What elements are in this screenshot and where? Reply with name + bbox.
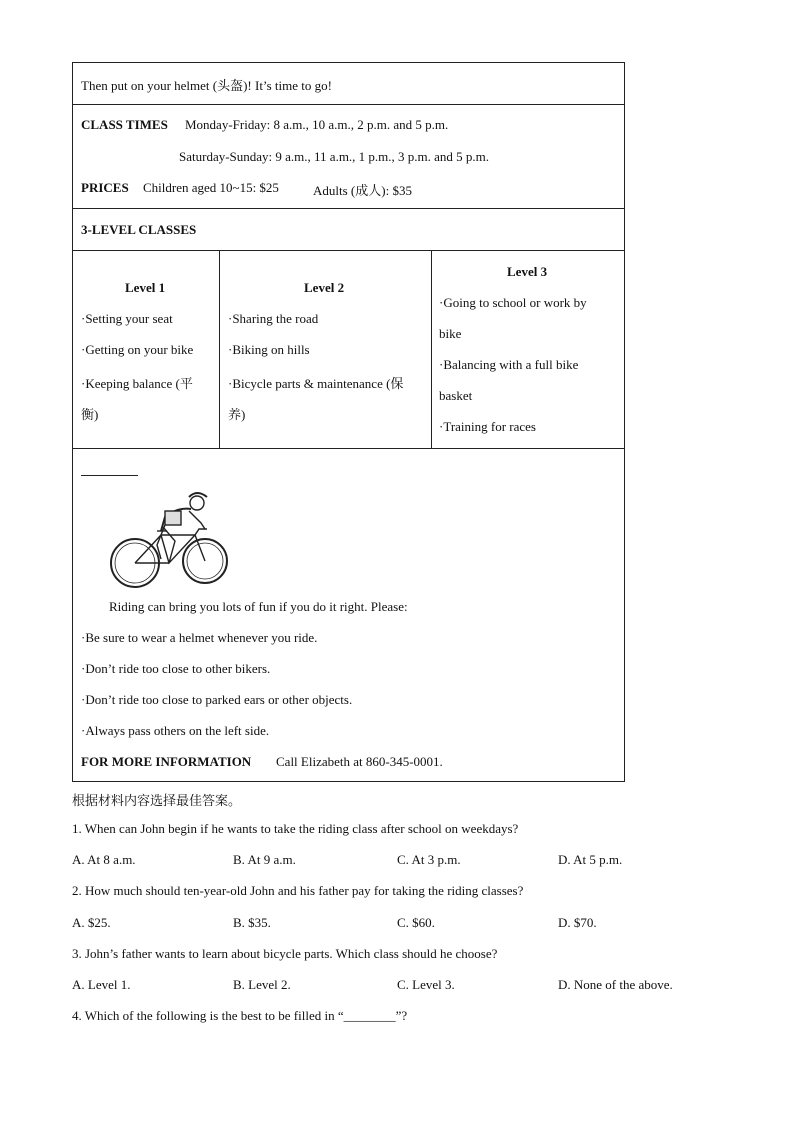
tip-item: ·Don’t ride too close to other bikers.: [81, 661, 271, 676]
tip-item: ·Always pass others on the left side.: [81, 723, 270, 738]
question-1-option-b: B. At 9 a.m.: [233, 852, 296, 867]
schedule-cell: [72, 104, 625, 209]
question-2-option-c: C. $60.: [397, 915, 435, 930]
levels-header: 3-LEVEL CLASSES: [81, 222, 197, 237]
children-price: Children aged 10~15: $25: [143, 180, 279, 195]
level-2-item: ·Biking on hills: [228, 342, 310, 357]
level-2-item: ·Bicycle parts & maintenance (保: [228, 376, 404, 391]
levels-table: [72, 250, 625, 449]
level-1-item: ·Keeping balance (平: [81, 376, 193, 391]
level-1-item: 衡): [81, 407, 99, 422]
question-1-option-a: A. At 8 a.m.: [72, 852, 136, 867]
question-2-option-d: D. $70.: [558, 915, 597, 930]
tip-item: ·Don’t ride too close to parked ears or other objects.: [81, 692, 353, 707]
level-2-title: Level 2: [304, 280, 345, 295]
level-1-item: ·Getting on your bike: [81, 342, 194, 357]
title-blank: [81, 475, 138, 476]
question-3-option-b: B. Level 2.: [233, 977, 291, 992]
column-divider: [219, 251, 220, 448]
weekday-times: Monday-Friday: 8 a.m., 10 a.m., 2 p.m. and 5 p.m.: [185, 117, 449, 132]
more-info-label: FOR MORE INFORMATION: [81, 754, 252, 769]
weekend-times: Saturday-Sunday: 9 a.m., 11 a.m., 1 p.m., 3 p.m. and 5 p.m.: [179, 149, 490, 164]
tips-intro: Riding can bring you lots of fun if you do it right. Please:: [109, 599, 408, 614]
instructions: 根据材料内容选择最佳答案。: [72, 794, 242, 809]
level-3-item: ·Training for races: [439, 419, 536, 434]
question-1-option-d: D. At 5 p.m.: [558, 852, 623, 867]
question-3-option-d: D. None of the above.: [558, 977, 673, 992]
level-3-item: ·Going to school or work by: [439, 295, 587, 310]
cyclist-illustration: [109, 485, 231, 589]
intro-cell: [72, 62, 625, 105]
adult-price: Adults (成人): $35: [313, 183, 412, 198]
level-3-item: basket: [439, 388, 473, 403]
question-3-stem: 3. John’s father wants to learn about bicycle parts. Which class should he choose?: [72, 946, 498, 961]
levels-header-cell: [72, 208, 625, 251]
question-2-option-a: A. $25.: [72, 915, 111, 930]
level-3-item: ·Balancing with a full bike: [439, 357, 579, 372]
class-times-label: CLASS TIMES: [81, 117, 168, 132]
level-2-item: ·Sharing the road: [228, 311, 319, 326]
column-divider: [431, 251, 432, 448]
question-1-stem: 1. When can John begin if he wants to take the riding class after school on weekdays?: [72, 821, 519, 836]
intro-text: Then put on your helmet (头盔)! It’s time to go!: [81, 78, 332, 93]
question-3-option-a: A. Level 1.: [72, 977, 131, 992]
question-3-option-c: C. Level 3.: [397, 977, 455, 992]
tip-item: ·Be sure to wear a helmet whenever you ride.: [81, 630, 318, 645]
question-2-stem: 2. How much should ten-year-old John and his father pay for taking the riding classes?: [72, 883, 524, 898]
question-4-stem: 4. Which of the following is the best to be filled in “________”?: [72, 1008, 408, 1023]
level-3-title: Level 3: [507, 264, 548, 279]
more-info-text: Call Elizabeth at 860-345-0001.: [276, 754, 443, 769]
prices-label: PRICES: [81, 180, 129, 195]
level-1-title: Level 1: [125, 280, 166, 295]
level-1-item: ·Setting your seat: [81, 311, 173, 326]
level-2-item: 养): [228, 407, 246, 422]
question-1-option-c: C. At 3 p.m.: [397, 852, 461, 867]
level-3-item: bike: [439, 326, 462, 341]
question-2-option-b: B. $35.: [233, 915, 271, 930]
tips-cell: [72, 448, 625, 782]
